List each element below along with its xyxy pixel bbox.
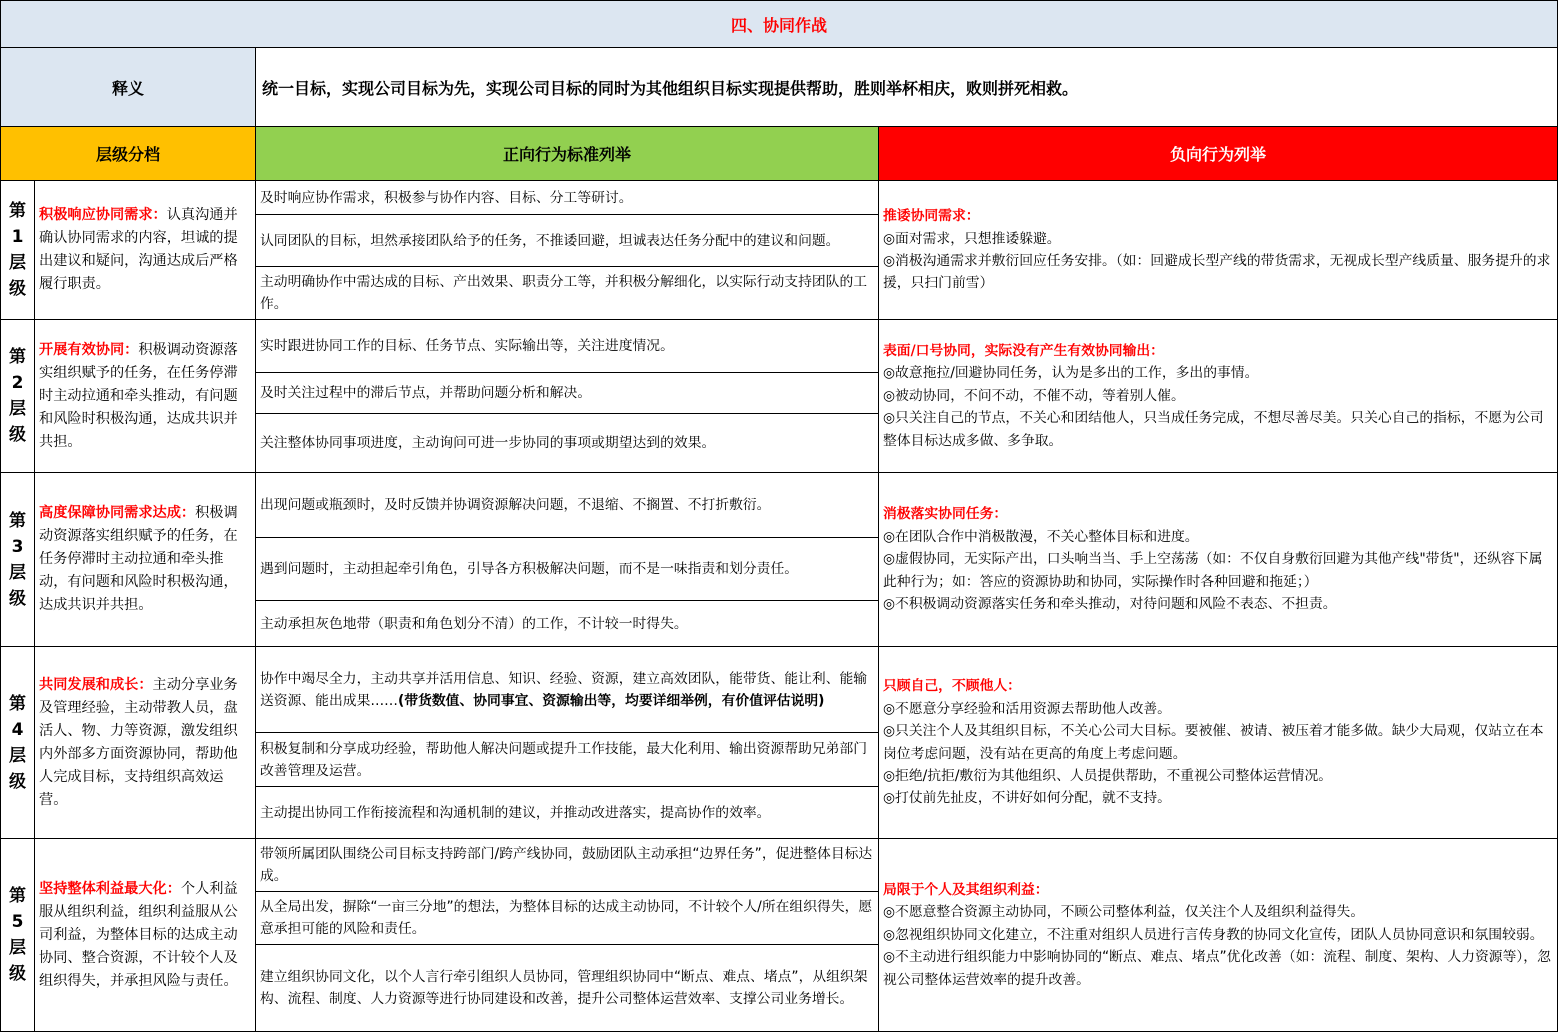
level-4-text: 主动分享业务及管理经验，主动带教人员，盘活人、物、力等资源，激发组织内外部多方面资源协同，帮助他人完成目标，支持组织高效运营。 — [39, 676, 238, 808]
level-4-negative-item: ◎拒绝/抗拒/敷衍为其他组织、人员提供帮助，不重视公司整体运营情况。 — [883, 767, 1333, 784]
level-2-negative-title: 表面/口号协同，实际没有产生有效协同输出： — [883, 342, 1164, 359]
level-3-positive-3[interactable]: 主动承担灰色地带（职责和角色划分不清）的工作，不计较一时得失。 — [255, 600, 879, 647]
level-3-negative-title: 消极落实协同任务： — [883, 506, 1008, 523]
level-4-negative-item: ◎不愿意分享经验和活用资源去帮助他人改善。 — [883, 700, 1171, 717]
level-5-negative-item: ◎忽视组织协同文化建立，不注重对组织人员进行言传身教的协同文化宣传，团队人员协同意识和氛围较弱。 — [883, 926, 1544, 943]
level-2-label[interactable]: 第 2 层 级 — [0, 319, 35, 473]
level-4-negative-title: 只顾自己，不顾他人： — [883, 678, 1021, 695]
level-4-positive-2[interactable]: 积极复制和分享成功经验，帮助他人解决问题或提升工作技能，最大化利用、输出资源帮助兄弟部门改善管理及运营。 — [255, 732, 879, 787]
level-2-text: 积极调动资源落实组织赋予的任务，在任务停滞时主动拉通和牵头推动，有问题和风险时积极沟通，达成共识并共担。 — [39, 341, 238, 450]
level-4-negative-item: ◎打仗前先扯皮，不讲好如何分配，就不支持。 — [883, 790, 1171, 807]
level-5-negative[interactable] — [878, 838, 1558, 1032]
level-5-title: 坚持整体利益最大化： — [39, 880, 181, 897]
definition-label[interactable]: 释义 — [0, 47, 256, 127]
sheet-title[interactable]: 四、协同作战 — [0, 0, 1558, 48]
level-2-negative-item: ◎只关注自己的节点，不关心和团结他人，只当成任务完成，不想尽善尽美。只关心自己的指标，不愿为公司整体目标达成多做、多争取。 — [883, 410, 1544, 449]
level-2-title: 开展有效协同： — [39, 341, 139, 358]
level-3-title: 高度保障协同需求达成： — [39, 505, 196, 521]
level-4-positive-note: (带货数值、协同事宜、资源输出等，均要详细举例，有价值评估说明) — [397, 692, 825, 709]
level-3-description[interactable] — [34, 472, 256, 647]
level-1-text: 认真沟通并确认协同需求的内容，坦诚的提出建议和疑问，沟通达成后严格履行职责。 — [39, 207, 238, 292]
level-4-description[interactable] — [34, 646, 256, 839]
level-3-negative[interactable] — [878, 472, 1558, 647]
level-4-positive-3[interactable]: 主动提出协同工作衔接流程和沟通机制的建议，并推动改进落实，提高协作的效率。 — [255, 786, 879, 839]
level-1-negative-item: ◎消极沟通需求并敷衍回应任务安排。（如：回避成长型产线的带货需求，无视成长型产线质量、服务提升的求援，只扫门前雪） — [883, 253, 1551, 292]
level-3-positive-2[interactable]: 遇到问题时，主动担起牵引角色，引导各方积极解决问题，而不是一味指责和划分责任。 — [255, 537, 879, 601]
level-1-negative-item: ◎面对需求，只想推诿躲避。 — [883, 230, 1061, 247]
level-1-title: 积极响应协同需求： — [39, 207, 167, 223]
level-1-positive-1[interactable]: 及时响应协作需求，积极参与协作内容、目标、分工等研讨。 — [255, 180, 879, 215]
level-5-positive-1[interactable]: 带领所属团队围绕公司目标支持跨部门/跨产线协同，鼓励团队主动承担“边界任务”，促进整体目标达成。 — [255, 838, 879, 892]
level-3-positive-1[interactable]: 出现问题或瓶颈时，及时反馈并协调资源解决问题，不退缩、不搁置、不打折敷衍。 — [255, 472, 879, 538]
level-2-description[interactable] — [34, 319, 256, 473]
level-3-negative-item: ◎在团队合作中消极散漫，不关心整体目标和进度。 — [883, 528, 1199, 545]
level-1-negative[interactable] — [878, 180, 1558, 320]
level-5-positive-3[interactable]: 建立组织协同文化，以个人言行牵引组织人员协同，管理组织协同中“断点、难点、堵点”，从组织架构、流程、制度、人力资源等进行协同建设和改善，提升公司整体运营效率、支撑公司业务增长。 — [255, 944, 879, 1032]
definition-text[interactable]: 统一目标，实现公司目标为先，实现公司目标的同时为其他组织目标实现提供帮助，胜则举杯相庆，败则拼死相救。 — [255, 47, 1558, 127]
level-2-positive-1[interactable]: 实时跟进协同工作的目标、任务节点、实际输出等，关注进度情况。 — [255, 319, 879, 373]
level-3-text: 积极调动资源落实组织赋予的任务，在任务停滞时主动拉通和牵头推动，有问题和风险时积极沟通，达成共识并共担。 — [39, 505, 238, 613]
level-5-label[interactable]: 第 5 层 级 — [0, 838, 35, 1032]
level-3-label[interactable]: 第 3 层 级 — [0, 472, 35, 647]
level-4-title: 共同发展和成长： — [39, 676, 153, 693]
level-1-positive-2[interactable]: 认同团队的目标，坦然承接团队给予的任务，不推诿回避，坦诚表达任务分配中的建议和问题。 — [255, 214, 879, 267]
level-5-negative-item: ◎不主动进行组织能力中影响协同的“断点、难点、堵点”优化改善（如：流程、制度、架构、人力资源等），忽视公司整体运营效率的提升改善。 — [883, 949, 1551, 988]
header-level[interactable]: 层级分档 — [0, 126, 256, 181]
level-4-negative-item: ◎只关注个人及其组织目标，不关心公司大目标。要被催、被请、被压着才能多做。缺少大局观，仅站立在本岗位考虑问题，没有站在更高的角度上考虑问题。 — [883, 723, 1544, 762]
level-3-negative-item: ◎不积极调动资源落实任务和牵头推动，对待问题和风险不表态、不担责。 — [883, 596, 1337, 613]
level-5-negative-title: 局限于个人及其组织利益： — [883, 881, 1049, 898]
level-4-label[interactable]: 第 4 层 级 — [0, 646, 35, 839]
level-1-description[interactable] — [34, 180, 256, 320]
level-3-negative-item: ◎虚假协同，无实际产出，口头响当当、手上空荡荡（如：不仅自身敷衍回避为其他产线"带货"，还纵容下属此种行为；如：答应的资源协助和协同，实际操作时各种回避和拖延；） — [883, 551, 1543, 590]
level-1-positive-3[interactable]: 主动明确协作中需达成的目标、产出效果、职责分工等，并积极分解细化，以实际行动支持团队的工作。 — [255, 266, 879, 320]
level-4-negative[interactable] — [878, 646, 1558, 839]
level-2-positive-3[interactable]: 关注整体协同事项进度，主动询问可进一步协同的事项或期望达到的效果。 — [255, 413, 879, 473]
level-1-negative-title: 推诿协同需求： — [883, 208, 980, 225]
level-2-positive-2[interactable]: 及时关注过程中的滞后节点，并帮助问题分析和解决。 — [255, 372, 879, 414]
header-positive[interactable]: 正向行为标准列举 — [255, 126, 879, 181]
level-2-negative-item: ◎被动协同，不问不动，不催不动，等着别人催。 — [883, 387, 1185, 404]
level-2-negative-item: ◎故意拖拉/回避协同任务，认为是多出的工作，多出的事情。 — [883, 365, 1259, 382]
level-1-label[interactable]: 第 1 层 级 — [0, 180, 35, 320]
level-5-negative-item: ◎不愿意整合资源主动协同，不顾公司整体利益，仅关注个人及组织利益得失。 — [883, 904, 1365, 921]
level-5-positive-2[interactable]: 从全局出发，摒除“一亩三分地”的想法，为整体目标的达成主动协同，不计较个人/所在组织得失，愿意承担可能的风险和责任。 — [255, 891, 879, 945]
level-2-negative[interactable] — [878, 319, 1558, 473]
header-negative[interactable]: 负向行为列举 — [878, 126, 1558, 181]
level-4-positive-1[interactable]: 协作中竭尽全力，主动共享并活用信息、知识、经验、资源，建立高效团队，能带货、能让利、能输送资源、能出成果……(带货数值、协同事宜、资源输出等，均要详细举例，有价值评估说明) — [255, 646, 879, 733]
level-5-description[interactable] — [34, 838, 256, 1032]
level-5-text: 个人利益服从组织利益，组织利益服从公司利益，为整体目标的达成主动协同、整合资源，不计较个人及组织得失，并承担风险与责任。 — [39, 880, 238, 989]
